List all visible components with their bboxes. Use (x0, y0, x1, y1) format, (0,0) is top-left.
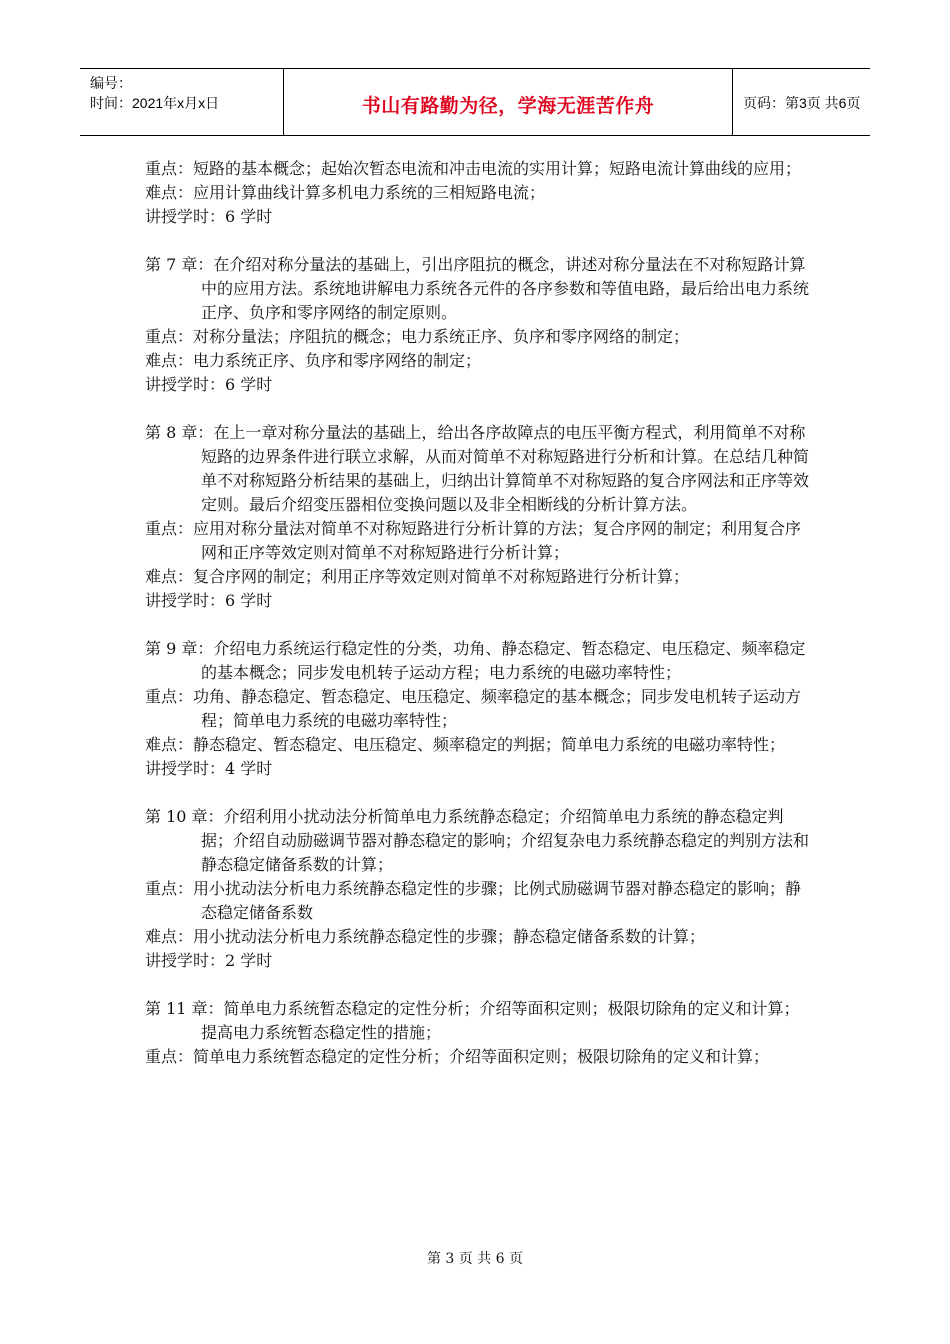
time-label: 时间：2021年x月x日 (90, 95, 220, 111)
chapter-9-description: 第 9 章：介绍电力系统运行稳定性的分类，功角、静态稳定、暂态稳定、电压稳定、频率稳定的基本概念；同步发电机转子运动方程；电力系统的电磁功率特性； (145, 639, 806, 682)
teaching-hours: 讲授学时：6 学时 (145, 375, 273, 394)
teaching-hours: 讲授学时：4 学时 (145, 759, 273, 778)
page-footer: 第 3 页 共 6 页 (426, 1251, 524, 1267)
header-right-cell (733, 69, 870, 135)
key-points: 重点：短路的基本概念；起始次暂态电流和冲击电流的实用计算；短路电流计算曲线的应用； (145, 159, 802, 178)
difficult-points: 难点：电力系统正序、负序和零序网络的制定； (145, 351, 482, 370)
page-header (80, 68, 870, 136)
chapter-7-description: 第 7 章：在介绍对称分量法的基础上，引出序阻抗的概念，讲述对称分量法在不对称短路计算中的应用方法。系统地讲解电力系统各元件的各序参数和等值电路，最后给出电力系统正序、负序和零序网络的制定原则。 (145, 255, 810, 322)
teaching-hours: 讲授学时：2 学时 (145, 951, 273, 970)
difficult-points: 难点：复合序网的制定；利用正序等效定则对简单不对称短路进行分析计算； (145, 567, 690, 586)
key-points: 重点：对称分量法；序阻抗的概念；电力系统正序、负序和零序网络的制定； (145, 327, 690, 346)
chapter-10-description: 第 10 章：介绍利用小扰动法分析简单电力系统静态稳定；介绍简单电力系统的静态稳定判据；介绍自动励磁调节器对静态稳定的影响；介绍复杂电力系统静态稳定的判别方法和静态稳定储备系数的计算； (145, 807, 810, 874)
header-motto: 书山有路勤为径，学海无涯苦作舟 (361, 95, 655, 117)
key-points: 重点：应用对称分量法对简单不对称短路进行分析计算的方法；复合序网的制定；利用复合序网和正序等效定则对简单不对称短路进行分析计算； (145, 519, 802, 562)
teaching-hours: 讲授学时：6 学时 (145, 207, 273, 226)
key-points: 重点：功角、静态稳定、暂态稳定、电压稳定、频率稳定的基本概念；同步发电机转子运动方程；简单电力系统的电磁功率特性； (145, 687, 802, 730)
header-left-cell (80, 69, 284, 135)
difficult-points: 难点：静态稳定、暂态稳定、电压稳定、频率稳定的判据；简单电力系统的电磁功率特性； (145, 735, 786, 754)
key-points: 重点：用小扰动法分析电力系统静态稳定性的步骤；比例式励磁调节器对静态稳定的影响；静态稳定储备系数 (145, 879, 802, 922)
document-body (145, 157, 815, 1069)
difficult-points: 难点：用小扰动法分析电力系统静态稳定性的步骤；静态稳定储备系数的计算； (145, 927, 706, 946)
number-label: 编号： (90, 75, 132, 91)
header-page-code: 页码：第3页 共6页 (743, 95, 861, 111)
key-points: 重点：简单电力系统暂态稳定的定性分析；介绍等面积定则；极限切除角的定义和计算； (145, 1047, 770, 1066)
teaching-hours: 讲授学时：6 学时 (145, 591, 273, 610)
chapter-8-description: 第 8 章：在上一章对称分量法的基础上，给出各序故障点的电压平衡方程式，利用简单不对称短路的边界条件进行联立求解，从而对简单不对称短路进行分析和计算。在总结几种简单不对称短路分析结果的基础上，归纳出计算简单不对称短路的复合序网法和正序等效定则。最后介绍变压器相位变换问题以及非全相断线的分析计算方法。 (145, 423, 810, 514)
header-middle-cell (284, 69, 733, 135)
chapter-11-description: 第 11 章：简单电力系统暂态稳定的定性分析；介绍等面积定则；极限切除角的定义和计算；提高电力系统暂态稳定性的措施； (145, 999, 800, 1042)
difficult-points: 难点：应用计算曲线计算多机电力系统的三相短路电流； (145, 183, 546, 202)
